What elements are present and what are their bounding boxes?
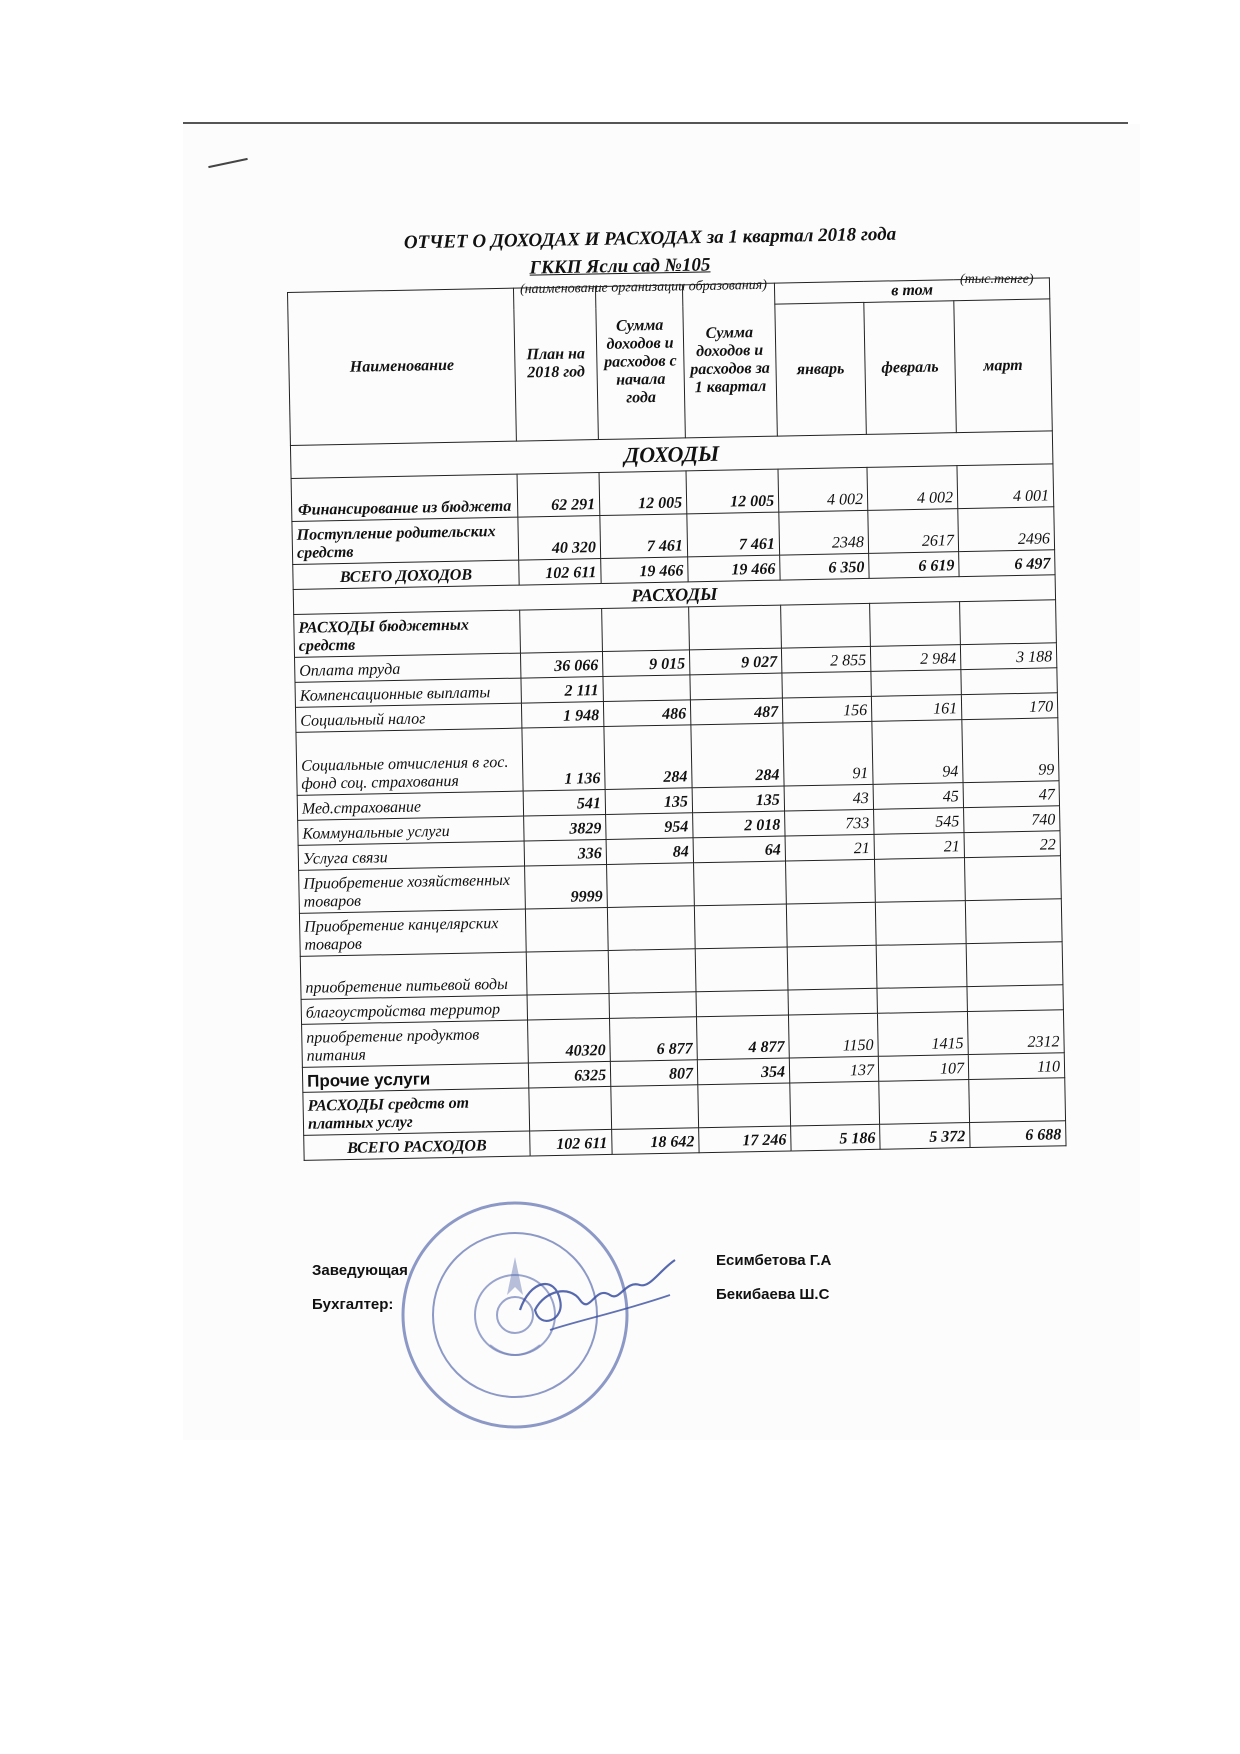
- expense-rows: [294, 600, 1066, 1161]
- cell-since-start: 18 642: [612, 1128, 699, 1155]
- cell-mar: 110: [968, 1053, 1064, 1080]
- cell-plan: 62 291: [517, 473, 600, 518]
- head-name: Есимбетова Г.А: [716, 1252, 832, 1269]
- cell-feb: 45: [873, 783, 963, 810]
- cell-jan: 5 186: [791, 1124, 880, 1151]
- cell-since-start: 19 466: [601, 557, 688, 584]
- cell-plan: 40320: [528, 1018, 611, 1063]
- cell-feb: 21: [874, 833, 964, 860]
- cell-feb: [870, 602, 961, 647]
- cell-quarter: 2 018: [693, 811, 785, 838]
- header-including: в том: [774, 278, 1049, 304]
- cell-plan: 102 611: [519, 559, 601, 586]
- cell-mar: [961, 668, 1057, 695]
- organization-caption: (наименование организации образования): [519, 277, 768, 298]
- cell-mar: 2312: [967, 1010, 1064, 1055]
- cell-mar: 170: [961, 693, 1057, 720]
- cell-feb: [874, 858, 965, 903]
- cell-feb: 1415: [877, 1012, 968, 1057]
- cell-plan: 1 948: [521, 702, 603, 729]
- cell-feb: [875, 901, 966, 946]
- cell-since-start: [602, 607, 690, 652]
- cell-quarter: [696, 990, 788, 1017]
- cell-jan: 156: [782, 696, 871, 723]
- cell-quarter: 17 246: [699, 1126, 791, 1153]
- cell-plan: 541: [523, 789, 605, 816]
- cell-mar: 6 497: [959, 550, 1055, 577]
- cell-jan: 2 855: [781, 646, 870, 673]
- header-name: Наименование: [288, 288, 517, 445]
- cell-mar: [965, 899, 1062, 944]
- cell-since-start: 135: [605, 788, 692, 815]
- cell-name: Приобретение канцелярских товаров: [299, 909, 526, 956]
- cell-name: приобретение питьевой воды: [300, 952, 527, 999]
- cell-mar: 3 188: [960, 643, 1056, 670]
- cell-jan: 43: [784, 784, 873, 811]
- report-table-wrapper: [287, 277, 1067, 1160]
- cell-plan: 3829: [524, 814, 606, 841]
- cell-jan: 137: [789, 1056, 878, 1083]
- cell-mar: 740: [964, 806, 1060, 833]
- cell-feb: 4 002: [867, 466, 958, 511]
- cell-jan: [787, 945, 877, 990]
- cell-since-start: 9 015: [602, 650, 689, 677]
- cell-quarter: 135: [692, 786, 784, 813]
- cell-name: Приобретение хозяйственных товаров: [299, 866, 526, 913]
- cell-mar: 6 688: [970, 1121, 1066, 1148]
- cell-mar: [966, 942, 1063, 987]
- cell-since-start: 486: [603, 700, 690, 727]
- cell-name: Социальный налог: [295, 703, 521, 732]
- cell-plan: [529, 1086, 612, 1131]
- cell-plan: 6325: [528, 1061, 610, 1088]
- cell-since-start: [611, 1085, 699, 1130]
- cell-name: Социальные отчисления в гос. фонд соц. страхования: [296, 728, 523, 795]
- cell-feb: 107: [878, 1055, 968, 1082]
- cell-name: Услуга связи: [298, 841, 524, 870]
- income-section-title: ДОХОДЫ: [290, 431, 1053, 479]
- cell-name: Компенсационные выплаты: [295, 678, 521, 707]
- cell-name: Мед.страхование: [297, 791, 523, 820]
- expense-section-title: РАСХОДЫ: [293, 575, 1055, 615]
- cell-since-start: 6 877: [610, 1017, 698, 1062]
- cell-jan: [782, 671, 871, 698]
- cell-feb: 94: [872, 720, 963, 785]
- header-since-start: Сумма доходов и расходов с начала года: [595, 285, 685, 440]
- cell-mar: 99: [962, 718, 1059, 783]
- cell-plan: [525, 907, 608, 952]
- cell-jan: [786, 902, 876, 947]
- header-february: февраль: [864, 301, 957, 435]
- cell-name: Коммунальные услуги: [298, 816, 524, 845]
- cell-plan: 2 111: [521, 677, 603, 704]
- cell-mar: 47: [963, 781, 1059, 808]
- cell-plan: [520, 609, 603, 654]
- signature-stroke: [520, 1260, 675, 1321]
- cell-name: РАСХОДЫ средств от платных услуг: [303, 1088, 530, 1135]
- organization-name: ГККП Ясли сад №105: [529, 254, 711, 279]
- cell-name: Поступление родительских средств: [292, 517, 519, 564]
- income-rows: [291, 464, 1055, 590]
- cell-plan: [527, 993, 609, 1020]
- report-table: [287, 277, 1067, 1160]
- cell-mar: [960, 600, 1057, 645]
- header-january: январь: [775, 302, 867, 436]
- cell-feb: 6 619: [869, 552, 959, 579]
- cell-jan: [781, 603, 871, 648]
- cell-mar: 22: [964, 831, 1060, 858]
- cell-since-start: 12 005: [599, 471, 687, 516]
- cell-feb: [879, 1080, 970, 1125]
- cell-since-start: [608, 949, 696, 994]
- signature-scribble: [500, 1240, 690, 1350]
- cell-since-start: 284: [604, 725, 692, 790]
- cell-quarter: 19 466: [688, 555, 780, 582]
- cell-quarter: 64: [693, 836, 785, 863]
- cell-plan: 1 136: [522, 726, 605, 791]
- cell-feb: 161: [871, 695, 961, 722]
- cell-quarter: 284: [691, 723, 784, 788]
- cell-since-start: 807: [610, 1060, 697, 1087]
- cell-quarter: 354: [697, 1058, 789, 1085]
- cell-since-start: [607, 863, 695, 908]
- cell-feb: [871, 670, 961, 697]
- head-label: Заведующая: [312, 1262, 408, 1279]
- header-plan: План на 2018 год: [513, 287, 598, 442]
- cell-name: приобретение продуктов питания: [302, 1020, 529, 1067]
- cell-feb: 2617: [868, 509, 959, 554]
- cell-quarter: 7 461: [687, 512, 780, 557]
- cell-quarter: 9 027: [689, 648, 781, 675]
- cell-mar: [964, 856, 1061, 901]
- cell-plan: 336: [524, 839, 606, 866]
- cell-quarter: [694, 861, 787, 906]
- cell-plan: 9999: [525, 864, 608, 909]
- cell-plan: 102 611: [530, 1129, 612, 1156]
- cell-mar: [967, 985, 1063, 1012]
- cell-feb: 2 984: [870, 645, 960, 672]
- cell-plan: 36 066: [520, 652, 602, 679]
- cell-quarter: [698, 1083, 791, 1128]
- cell-feb: [876, 944, 967, 989]
- cell-jan: 4 002: [778, 467, 868, 512]
- cell-jan: 91: [783, 721, 873, 786]
- cell-since-start: 7 461: [600, 514, 688, 559]
- report-title: ОТЧЕТ О ДОХОДАХ И РАСХОДАХ за 1 квартал 2018 года: [403, 223, 897, 254]
- cell-feb: 5 372: [880, 1123, 970, 1150]
- cell-name: Финансирование из бюджета: [291, 474, 518, 521]
- cell-name: благоустройства территор: [301, 995, 527, 1024]
- cell-mar: [969, 1078, 1066, 1123]
- cell-jan: 1150: [788, 1013, 878, 1058]
- cell-jan: [790, 1081, 880, 1126]
- cell-feb: 545: [874, 808, 964, 835]
- accountant-name: Бекибаева Ш.С: [716, 1286, 830, 1303]
- cell-jan: 2348: [779, 510, 869, 555]
- cell-name: ВСЕГО РАСХОДОВ: [304, 1131, 530, 1160]
- cell-jan: [788, 988, 877, 1015]
- cell-since-start: 954: [606, 813, 693, 840]
- cell-name: Оплата труда: [295, 653, 521, 682]
- scan-edge-line: [183, 122, 1128, 124]
- cell-name: ВСЕГО ДОХОДОВ: [293, 560, 519, 589]
- cell-quarter: [689, 605, 782, 650]
- cell-since-start: [607, 906, 695, 951]
- cell-jan: 6 350: [780, 553, 869, 580]
- cell-since-start: 84: [606, 838, 693, 865]
- cell-mar: 2496: [958, 507, 1055, 552]
- header-march: март: [954, 299, 1053, 433]
- cell-plan: 40 320: [518, 516, 601, 561]
- cell-jan: [786, 859, 876, 904]
- cell-quarter: 4 877: [696, 1015, 789, 1060]
- cell-since-start: [609, 992, 696, 1019]
- accountant-label: Бухгалтер:: [312, 1296, 394, 1313]
- cell-quarter: [695, 947, 788, 992]
- cell-quarter: [690, 673, 782, 700]
- cell-mar: 4 001: [957, 464, 1054, 509]
- cell-quarter: [694, 904, 787, 949]
- units-label: (тыс.тенге): [960, 272, 1034, 287]
- cell-name: Прочие услуги: [302, 1063, 528, 1092]
- cell-feb: [877, 987, 967, 1014]
- cell-jan: 21: [785, 834, 874, 861]
- header-quarter: Сумма доходов и расходов за 1 квартал: [682, 283, 777, 438]
- cell-name: РАСХОДЫ бюджетных средств: [294, 610, 521, 657]
- cell-plan: [526, 950, 609, 995]
- cell-since-start: [603, 675, 690, 702]
- cell-quarter: 487: [690, 698, 782, 725]
- signature-underline: [550, 1295, 670, 1330]
- cell-quarter: 12 005: [686, 469, 779, 514]
- cell-jan: 733: [785, 809, 874, 836]
